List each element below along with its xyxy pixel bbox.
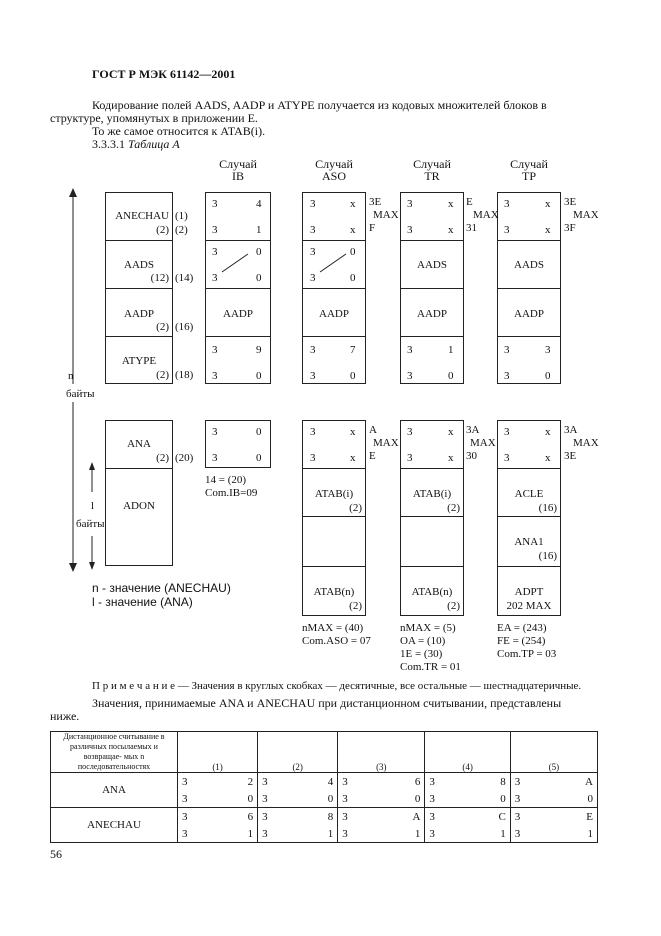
- ib-note-2: Com.IB=09: [205, 487, 258, 499]
- field-anechau: ANECHAU: [115, 210, 169, 222]
- byte-arrows: [62, 188, 86, 573]
- cell-value: 3A: [466, 424, 480, 436]
- cell-value: 7: [350, 344, 356, 356]
- field-aads: AADS: [124, 259, 154, 271]
- divider: [205, 336, 271, 337]
- table-cell: 3: [338, 825, 378, 843]
- intro-line-1: Кодирование полей AADS, AADP и ATYPE получается из кодовых множителей блоков в: [92, 98, 547, 112]
- cell-value: (16): [538, 550, 557, 562]
- table-row: [51, 773, 598, 791]
- field-aadp-size: (2): [156, 321, 169, 333]
- divider: [302, 336, 366, 337]
- divider: [205, 288, 271, 289]
- field-aadp: AADP: [124, 308, 154, 320]
- cell-value: 0: [256, 426, 262, 438]
- cell-value: 3: [504, 452, 510, 464]
- cell-value: 0: [256, 272, 262, 284]
- cell-value: MAX: [473, 209, 499, 221]
- tp-note-3: Com.TP = 03: [497, 648, 557, 660]
- table-cell: 3: [258, 790, 298, 808]
- divider: [497, 240, 561, 241]
- cell-value: 3: [212, 370, 218, 382]
- aso-atab-i: ATAB(i): [314, 488, 354, 500]
- cell-value: 3: [310, 272, 316, 284]
- table-cell: C: [465, 808, 510, 826]
- table-cell: 0: [298, 790, 338, 808]
- ref-1: (1): [175, 210, 188, 222]
- tr-aadp: AADP: [417, 308, 447, 320]
- section-number: 3.3.3.1: [92, 137, 125, 151]
- table-cell: 2: [218, 773, 258, 791]
- field-adon: ADON: [123, 500, 155, 512]
- legend-l: l - значение (ANA): [92, 595, 193, 609]
- cell-value: 3: [407, 426, 413, 438]
- ref-14: (14): [175, 272, 194, 284]
- aso-slash: [318, 252, 348, 274]
- divider: [497, 516, 561, 517]
- l-label: l: [91, 500, 95, 512]
- divider: [497, 336, 561, 337]
- table-cell: 1: [218, 825, 258, 843]
- table-cell: 0: [465, 790, 510, 808]
- cell-value: E: [466, 196, 473, 208]
- cell-value: 3E: [369, 196, 382, 208]
- l-bytes-arrows: [84, 462, 100, 572]
- table-cell: 3: [338, 808, 378, 826]
- table-cell: A: [378, 808, 425, 826]
- table-cell: 3: [425, 825, 465, 843]
- cell-value: x: [448, 224, 454, 236]
- field-aads-size: (12): [150, 272, 169, 284]
- cell-value: (2): [349, 600, 362, 612]
- cell-value: MAX: [573, 437, 599, 449]
- case-tp-header: Случай TP: [510, 157, 548, 183]
- table-cell: 1: [298, 825, 338, 843]
- tp-acle: ACLE: [514, 488, 544, 500]
- col-2: (2): [258, 732, 338, 773]
- cell-value: 3E: [564, 450, 577, 462]
- cell-value: 0: [350, 272, 356, 284]
- cell-value: 3: [212, 272, 218, 284]
- divider: [105, 240, 173, 241]
- table-cell: 1: [378, 825, 425, 843]
- col-4: (4): [425, 732, 510, 773]
- tr-note-4: Com.TR = 01: [400, 661, 461, 673]
- cell-value: 3: [212, 344, 218, 356]
- cell-value: 3: [310, 198, 316, 210]
- cell-value: 3: [310, 246, 316, 258]
- divider: [400, 468, 464, 469]
- cell-value: 4: [256, 198, 262, 210]
- cell-value: MAX: [373, 437, 399, 449]
- cell-value: x: [545, 426, 551, 438]
- cell-value: 3: [504, 426, 510, 438]
- divider: [302, 516, 366, 517]
- cell-value: (2): [447, 600, 460, 612]
- bytes-label-2: байты: [76, 518, 105, 530]
- divider: [400, 516, 464, 517]
- divider: [400, 336, 464, 337]
- aso-note-1: nMAX = (40): [302, 622, 364, 634]
- cell-value: (2): [447, 502, 460, 514]
- table-cell: 3: [425, 790, 465, 808]
- cell-value: MAX: [573, 209, 599, 221]
- divider: [105, 336, 173, 337]
- table-cell: 0: [378, 790, 425, 808]
- cell-value: 3: [310, 370, 316, 382]
- cell-value: 0: [350, 246, 356, 258]
- cell-value: 3: [212, 246, 218, 258]
- cell-value: 3: [310, 452, 316, 464]
- table-cell: 3: [258, 773, 298, 791]
- table-cell: 3: [178, 808, 218, 826]
- cell-value: 3: [212, 426, 218, 438]
- table-cell: 6: [378, 773, 425, 791]
- tp-aadp: AADP: [514, 308, 544, 320]
- divider: [497, 566, 561, 567]
- table-cell: 3: [178, 773, 218, 791]
- cell-value: 3: [504, 370, 510, 382]
- table-cell: 3: [425, 808, 465, 826]
- table-cell: 3: [510, 790, 550, 808]
- field-ana-size: (2): [156, 452, 169, 464]
- tr-note-1: nMAX = (5): [400, 622, 456, 634]
- section-title: [92, 138, 180, 150]
- table-cell: 8: [298, 808, 338, 826]
- document-header: ГОСТ Р МЭК 61142—2001: [92, 67, 236, 81]
- cell-value: 3: [545, 344, 551, 356]
- table-cell: 1: [465, 825, 510, 843]
- n-label: n: [68, 370, 74, 382]
- cell-value: x: [350, 198, 356, 210]
- divider: [497, 288, 561, 289]
- ref-16: (16): [175, 321, 194, 333]
- ref-18: (18): [175, 369, 194, 381]
- cell-value: 3: [310, 426, 316, 438]
- divider: [302, 468, 366, 469]
- table-cell: E: [550, 808, 597, 826]
- intro-line-1-cont: структуре, упомянутых в приложении Е.: [50, 111, 258, 125]
- row-ana-label: ANA: [51, 773, 178, 808]
- cell-value: x: [448, 426, 454, 438]
- note-text: П р и м е ч а н и е — Значения в круглых скобках — десятичные, все остальные — шестнадцатеричные.: [92, 680, 582, 692]
- tr-atab-i: ATAB(i): [412, 488, 452, 500]
- cell-value: 3: [407, 452, 413, 464]
- field-atype-size: (2): [156, 369, 169, 381]
- divider: [400, 240, 464, 241]
- cell-value: 3: [212, 224, 218, 236]
- ib-note-1: 14 = (20): [205, 474, 247, 486]
- cell-value: 0: [256, 452, 262, 464]
- tp-note-1: EA = (243): [497, 622, 547, 634]
- cell-value: 0: [256, 370, 262, 382]
- cell-value: 3: [212, 452, 218, 464]
- table-cell: 3: [510, 773, 550, 791]
- para-remote-reading-cont: ниже.: [50, 709, 80, 723]
- cell-value: A: [369, 424, 377, 436]
- table-cell: 0: [550, 790, 597, 808]
- table-cell: 1: [550, 825, 597, 843]
- cell-value: 3: [504, 198, 510, 210]
- cell-value: x: [545, 452, 551, 464]
- cell-value: MAX: [373, 209, 399, 221]
- case-tr-header: Случай TR: [413, 157, 451, 183]
- cell-value: 3: [407, 198, 413, 210]
- remote-reading-table: [50, 731, 598, 843]
- table-cell: 3: [338, 773, 378, 791]
- cell-value: 3: [407, 370, 413, 382]
- table-cell: 3: [178, 790, 218, 808]
- cell-value: 0: [350, 370, 356, 382]
- table-cell: 3: [510, 808, 550, 826]
- divider: [105, 468, 173, 469]
- cell-value: 0: [448, 370, 454, 382]
- divider: [302, 288, 366, 289]
- cell-value: 1: [448, 344, 454, 356]
- cell-value: (2): [349, 502, 362, 514]
- intro-line-2: То же самое относится к ATAB(i).: [92, 124, 266, 138]
- divider: [400, 288, 464, 289]
- legend-n: n - значение (ANECHAU): [92, 581, 231, 595]
- field-anechau-size: (2): [156, 224, 169, 236]
- tp-aads: AADS: [514, 259, 544, 271]
- cell-value: E: [369, 450, 376, 462]
- ib-slash: [220, 252, 250, 274]
- tr-atab-n: ATAB(n): [411, 586, 453, 598]
- table-header-label: Дистанционное считывание в различных посылаемых и возвращае- мых n последовательностях: [51, 732, 178, 773]
- tp-ana1: ANA1: [514, 536, 544, 548]
- page-number: 56: [50, 847, 62, 861]
- divider: [205, 240, 271, 241]
- table-cell: 3: [258, 825, 298, 843]
- divider: [497, 468, 561, 469]
- cell-value: x: [448, 452, 454, 464]
- cell-value: 3F: [564, 222, 576, 234]
- para-remote-reading: Значения, принимаемые ANA и ANECHAU при дистанционном считывании, представлены: [92, 696, 562, 710]
- tr-aads: AADS: [417, 259, 447, 271]
- table-cell: 3: [338, 790, 378, 808]
- ib-aadp: AADP: [223, 308, 253, 320]
- cell-value: x: [350, 224, 356, 236]
- ref-20: (20): [175, 452, 194, 464]
- tr-note-2: OA = (10): [400, 635, 446, 647]
- aso-atab-n: ATAB(n): [313, 586, 355, 598]
- cell-value: x: [448, 198, 454, 210]
- cell-value: 3: [407, 344, 413, 356]
- table-cell: 3: [258, 808, 298, 826]
- field-atype: ATYPE: [121, 355, 157, 367]
- aso-note-2: Com.ASO = 07: [302, 635, 371, 647]
- tp-adpt: ADPT: [514, 586, 544, 598]
- col-3: (3): [338, 732, 425, 773]
- field-ana: ANA: [127, 438, 151, 450]
- cell-value: 30: [466, 450, 477, 462]
- cell-value: x: [350, 452, 356, 464]
- table-cell: 3: [510, 825, 550, 843]
- cell-value: 0: [256, 246, 262, 258]
- cell-value: (16): [538, 502, 557, 514]
- cell-value: 3: [310, 224, 316, 236]
- case-aso-header: Случай ASO: [315, 157, 353, 183]
- table-cell: 3: [178, 825, 218, 843]
- divider: [400, 566, 464, 567]
- cell-value: 3E: [564, 196, 577, 208]
- row-anechau-label: ANECHAU: [51, 808, 178, 843]
- cell-value: 9: [256, 344, 262, 356]
- cell-value: 0: [545, 370, 551, 382]
- tr-note-3: 1E = (30): [400, 648, 443, 660]
- table-cell: A: [550, 773, 597, 791]
- table-cell: 4: [298, 773, 338, 791]
- cell-value: x: [545, 198, 551, 210]
- aso-aadp: AADP: [319, 308, 349, 320]
- divider: [302, 240, 366, 241]
- cell-value: 1: [256, 224, 262, 236]
- table-cell: 6: [218, 808, 258, 826]
- bytes-label-1: байты: [66, 388, 95, 400]
- cell-value: F: [369, 222, 376, 234]
- cell-value: x: [350, 426, 356, 438]
- table-cell: 8: [465, 773, 510, 791]
- cell-value: 3: [504, 224, 510, 236]
- divider: [302, 566, 366, 567]
- cell-value: 3: [504, 344, 510, 356]
- table-a-title: Таблица А: [128, 137, 180, 151]
- cell-value: x: [545, 224, 551, 236]
- cell-value: 202 MAX: [506, 600, 552, 612]
- cell-value: 3: [310, 344, 316, 356]
- tp-note-2: FE = (254): [497, 635, 546, 647]
- table-row: [51, 808, 598, 826]
- col-1: (1): [178, 732, 258, 773]
- cell-value: MAX: [470, 437, 496, 449]
- table-cell: 3: [425, 773, 465, 791]
- table-cell: 0: [218, 790, 258, 808]
- divider: [105, 288, 173, 289]
- cell-value: 3A: [564, 424, 578, 436]
- cell-value: 31: [466, 222, 477, 234]
- cell-value: 3: [407, 224, 413, 236]
- col-5: (5): [510, 732, 597, 773]
- case-ib-header: Случай IB: [219, 157, 257, 183]
- ref-2: (2): [175, 224, 188, 236]
- cell-value: 3: [212, 198, 218, 210]
